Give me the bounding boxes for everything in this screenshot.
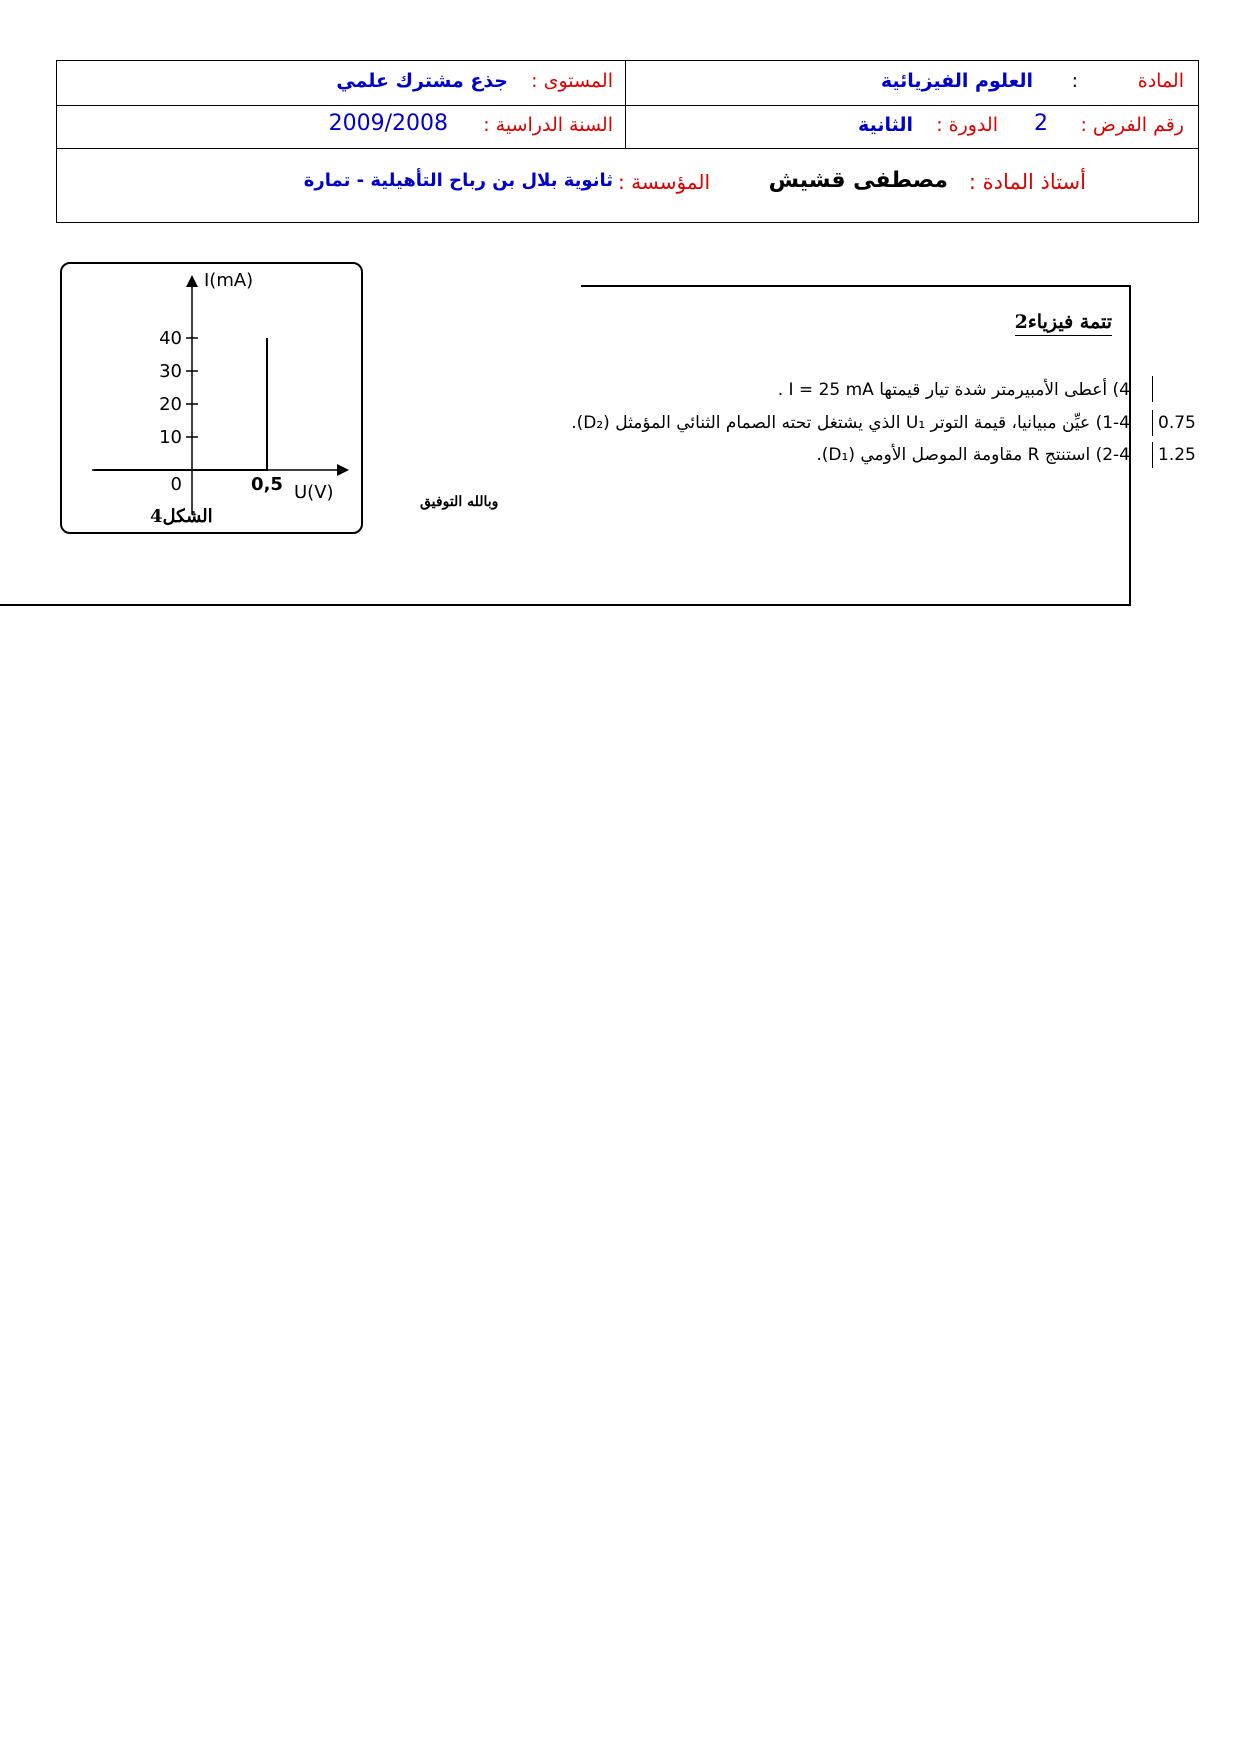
exercise-title: تتمة فيزياء2 — [1015, 311, 1112, 336]
x-ticks — [171, 474, 283, 495]
header-table — [56, 60, 1199, 223]
y-tick-label: 30 — [159, 361, 182, 382]
mark-4-1: 0.75 — [1158, 413, 1196, 433]
y-axis-label: I(mA) — [204, 270, 254, 291]
institution-label: المؤسسة : — [618, 170, 710, 194]
y-tick-label: 10 — [159, 427, 182, 448]
x-tick-label: 0,5 — [251, 474, 283, 495]
mark-4-2: 1.25 — [1158, 445, 1196, 465]
header-row-subject — [57, 61, 1198, 106]
question-4 — [778, 380, 1130, 400]
y-tick-label: 40 — [159, 328, 182, 349]
marks-column-line — [1152, 442, 1153, 468]
header-divider — [625, 61, 626, 105]
session-value: الثانية — [858, 114, 913, 136]
subject-separator: : — [1071, 70, 1078, 92]
question-4-2 — [816, 445, 1130, 465]
header-divider — [625, 105, 626, 148]
year-label: السنة الدراسية : — [483, 114, 613, 136]
test-number-label: رقم الفرض : — [1080, 114, 1184, 136]
question-4-text: 4) أعطى الأمبيرمتر شدة تيار قيمتها I = 25 mA . — [777, 380, 1130, 400]
panel-border-top — [581, 285, 1130, 287]
marks-column-line — [1152, 410, 1153, 436]
question-4-1-text: 1-4) عيِّن مبيانيا، قيمة التوتر U₁ الذي يشتغل تحته الصمام الثنائي المؤمثل (D₂). — [571, 413, 1130, 433]
teacher-value: مصطفى قشيش — [768, 168, 948, 193]
test-number-value: 2 — [1034, 111, 1048, 136]
level-value: جذع مشترك علمي — [336, 70, 508, 92]
subject-value: العلوم الفيزيائية — [880, 70, 1033, 92]
panel-border-bottom — [0, 604, 1131, 606]
year-value: 2009/2008 — [328, 111, 448, 136]
x-axis-label: U(V) — [294, 482, 334, 503]
level-label: المستوى : — [531, 70, 613, 92]
question-4-2-text: 2-4) استنتج R مقاومة الموصل الأومي (D₁). — [816, 445, 1130, 465]
teacher-label: أستاذ المادة : — [968, 170, 1086, 194]
characteristic-graph — [60, 262, 363, 534]
figure-caption: الشكل4 — [150, 506, 213, 527]
x-tick-label: 0 — [170, 474, 182, 495]
subject-label: المادة — [1137, 70, 1184, 92]
question-4-1 — [571, 413, 1130, 433]
institution-value: ثانوية بلال بن رباح التأهيلية - تمارة — [303, 170, 613, 191]
marks-column-line — [1152, 376, 1153, 402]
header-row-test — [57, 105, 1198, 149]
closing-text: وبالله التوفيق — [420, 494, 499, 510]
session-label: الدورة : — [936, 114, 998, 136]
header-row-teacher — [57, 148, 1198, 222]
graph-svg — [62, 264, 362, 532]
y-tick-label: 20 — [159, 394, 182, 415]
graph-axes — [92, 278, 346, 514]
